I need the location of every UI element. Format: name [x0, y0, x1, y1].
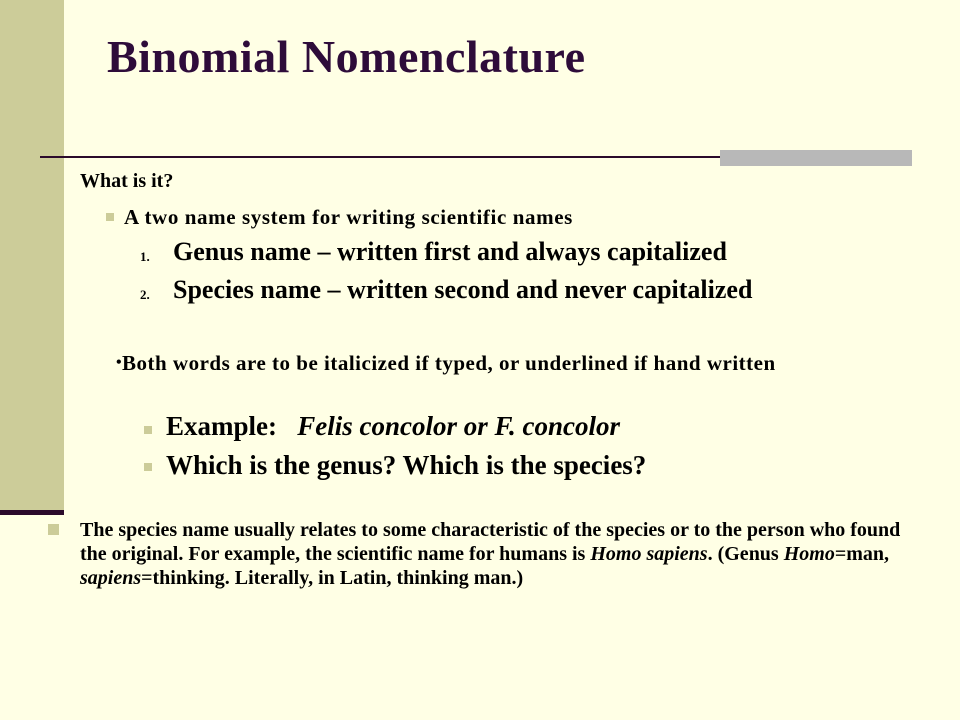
item-genus-name: Genus name – written first and always capitalized	[173, 237, 727, 266]
question-text: Which is the genus? Which is the species?	[166, 450, 647, 480]
example-line	[166, 411, 620, 442]
para-italic-sapiens: sapiens	[80, 567, 142, 589]
bullet-dot-icon: •	[116, 354, 122, 371]
list-marker-2: 2.	[140, 287, 150, 302]
bullet-square-icon	[144, 463, 152, 471]
bullet-square-icon	[48, 524, 59, 535]
list-marker-1: 1.	[140, 249, 150, 264]
left-accent-bar	[0, 0, 64, 512]
bullet-square-icon	[106, 213, 114, 221]
para-italic-homo: Homo	[783, 543, 835, 565]
left-accent-bar-cap	[0, 510, 64, 515]
italics-rule-text: Both words are to be italicized if typed, or underlined if hand written	[122, 351, 776, 375]
species-explanation-paragraph	[80, 518, 930, 590]
para-text-2: . (Genus	[707, 543, 784, 565]
item-species-name: Species name – written second and never capitalized	[173, 275, 753, 304]
bullet-square-icon	[144, 426, 152, 434]
slide-title: Binomial Nomenclature	[107, 31, 586, 82]
para-text-3: =man,	[834, 543, 890, 565]
para-italic-homo-sapiens: Homo sapiens	[590, 543, 708, 565]
bullet-two-name-system: A two name system for writing scientific names	[124, 205, 573, 229]
example-value: Felis concolor or F. concolor	[297, 411, 621, 441]
para-text-4: =thinking. Literally, in Latin, thinking man.)	[141, 567, 524, 589]
bullet-what-is-it: What is it?	[80, 170, 174, 192]
example-label: Example:	[166, 411, 277, 441]
bullet-square-icon	[48, 176, 59, 187]
title-divider-block	[720, 150, 912, 166]
para-text-1: The species name usually relates to some characteristic of the species or to the person who found the original. For example, the scientific name for humans is	[80, 519, 901, 565]
